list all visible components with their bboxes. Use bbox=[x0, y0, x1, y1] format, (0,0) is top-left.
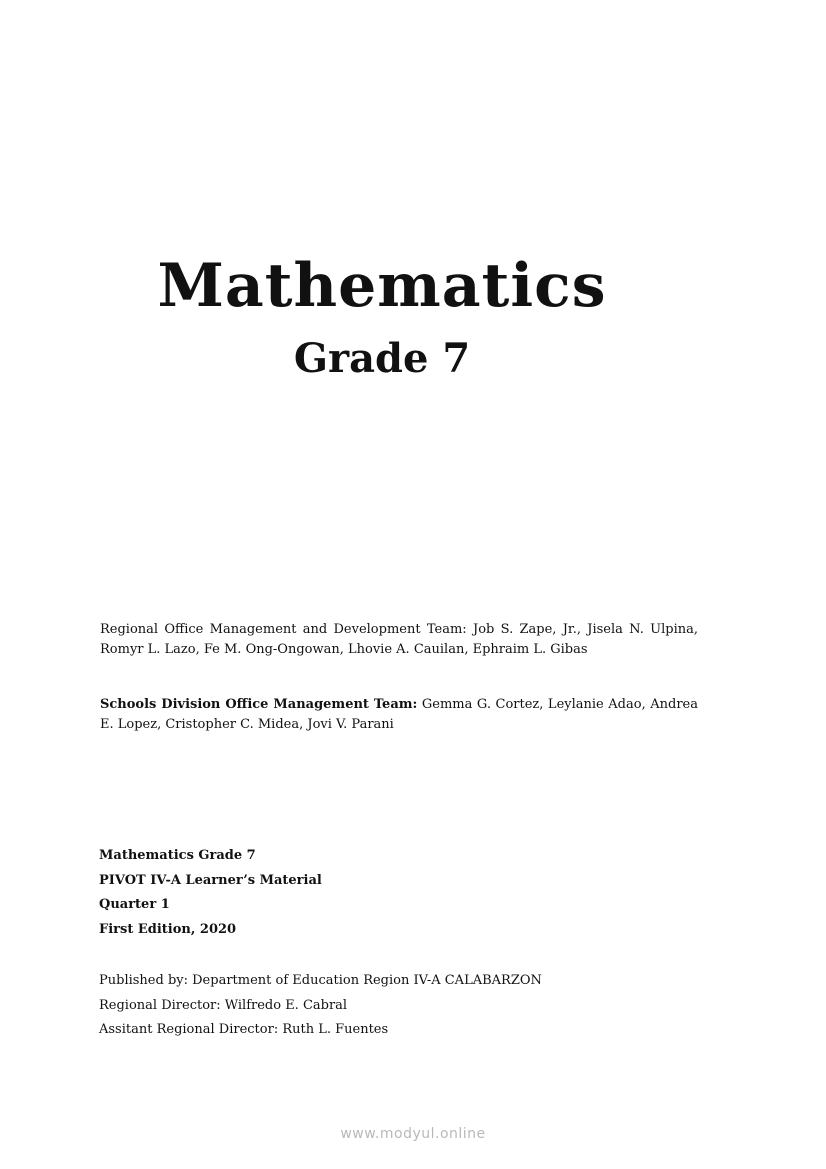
material-type: PIVOT IV-A Learner’s Material bbox=[99, 872, 322, 888]
publication-info bbox=[99, 969, 542, 1043]
regional-team-members: Job S. Zape, Jr., Jisela N. Ulpina, Romyr L. Lazo, Fe M. Ong-Ongowan, Lhovie A. Cauilan, Ephraim L. Gibas bbox=[100, 622, 698, 657]
watermark: www.modyul.online bbox=[340, 1126, 486, 1142]
division-team-credits bbox=[100, 695, 698, 735]
material-info bbox=[99, 844, 322, 943]
division-team-members: Gemma G. Cortez, Leylanie Adao, Andrea E. Lopez, Cristopher C. Midea, Jovi V. Parani bbox=[100, 697, 698, 732]
regional-team-label: Regional Office Management and Development Team: bbox=[100, 622, 467, 637]
publisher-line: Published by: Department of Education Region IV-A CALABARZON bbox=[99, 973, 542, 988]
regional-team-credits bbox=[100, 620, 698, 660]
division-team-label: Schools Division Office Management Team: bbox=[100, 697, 418, 712]
material-edition: First Edition, 2020 bbox=[99, 922, 237, 938]
material-quarter: Quarter 1 bbox=[99, 897, 170, 913]
material-title: Mathematics Grade 7 bbox=[99, 848, 256, 863]
cover-subtitle: Grade 7 bbox=[293, 335, 471, 382]
assistant-director-line: Assitant Regional Director: Ruth L. Fuentes bbox=[99, 1022, 389, 1038]
regional-director-line: Regional Director: Wilfredo E. Cabral bbox=[99, 997, 348, 1013]
cover-title: Mathematics bbox=[157, 251, 607, 321]
